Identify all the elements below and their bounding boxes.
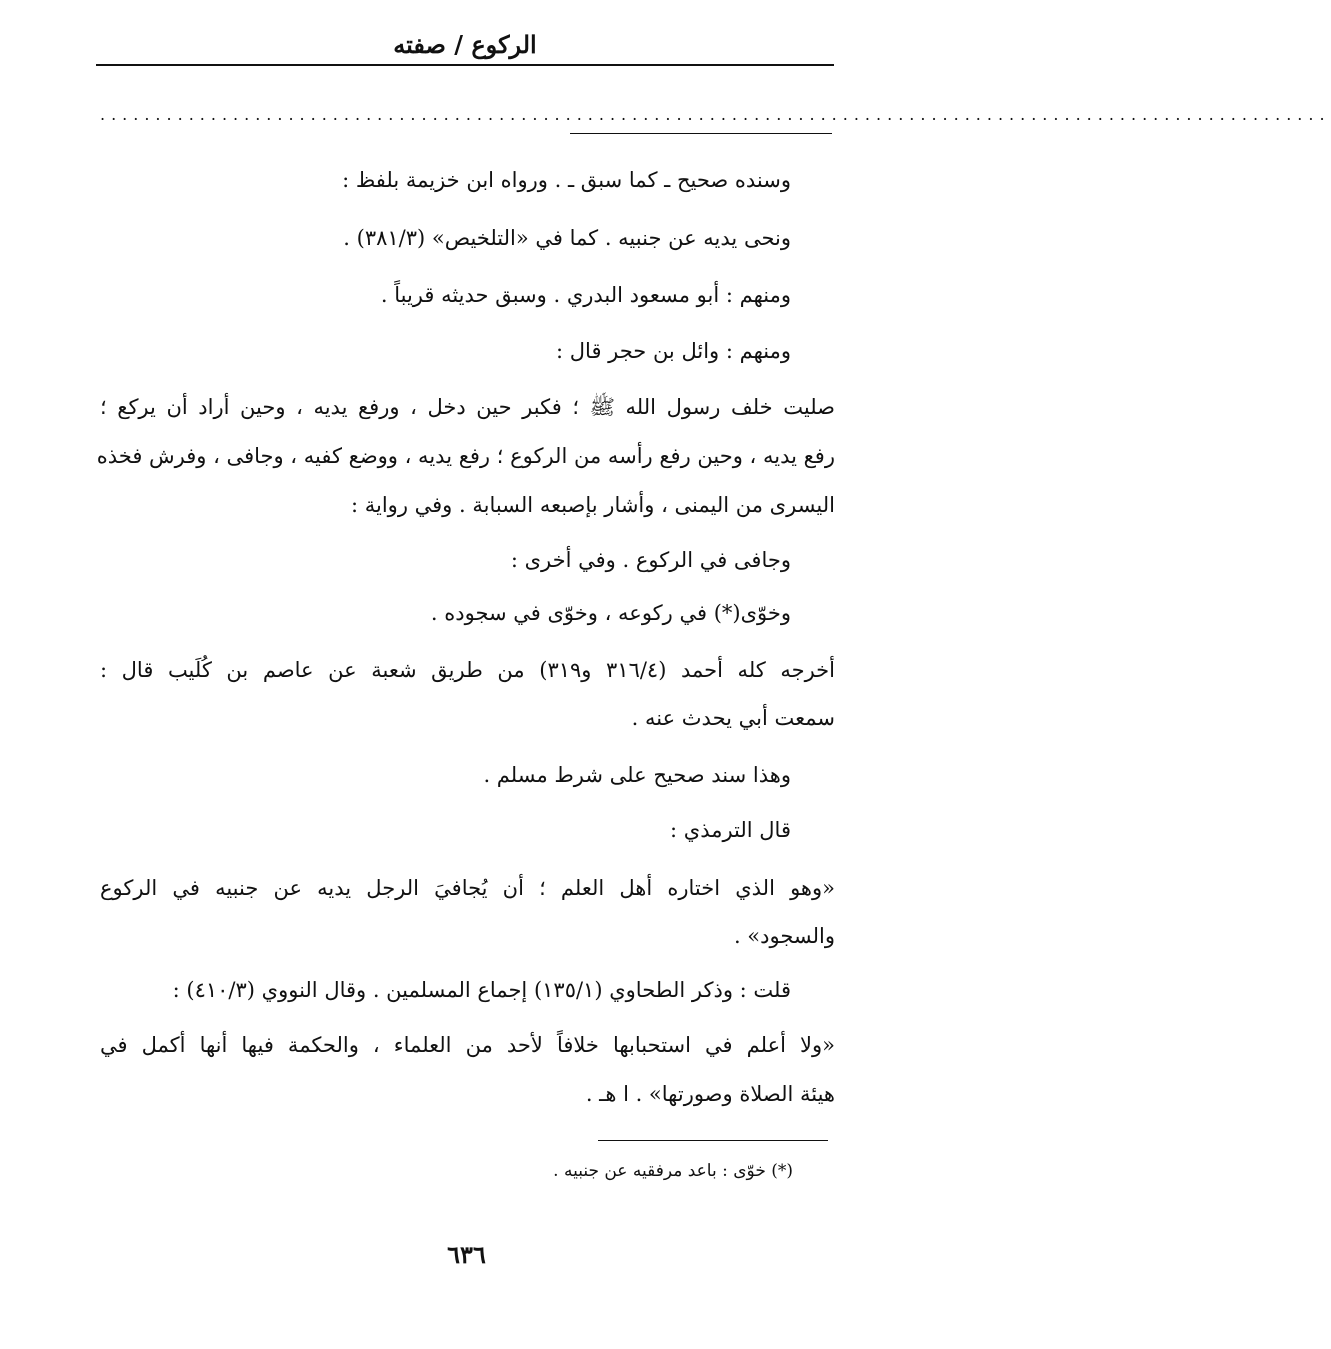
text-line-10: أخرجه كله أحمد (٣١٦/٤ و٣١٩) من طريق شعبة عن عاصم بن كُلَيب قال : — [100, 658, 835, 682]
dotted-separator: ............................................................................................................... — [100, 105, 1331, 124]
text-line-17: «ولا أعلم في استحبابها خلافاً لأحد من العلماء ، والحكمة فيها أنها أكمل في — [100, 1033, 835, 1057]
text-line-3: ومنهم : أبو مسعود البدري . وسبق حديثه قريباً . — [380, 283, 791, 307]
text-line-16: قلت : وذكر الطحاوي (١٣٥/١) إجماع المسلمين . وقال النووي (٤١٠/٣) : — [172, 978, 791, 1002]
text-line-15: والسجود» . — [733, 924, 835, 948]
footnote: (*) خوّى : باعد مرفقيه عن جنبيه . — [553, 1161, 793, 1181]
text-line-13: قال الترمذي : — [670, 818, 791, 842]
text-line-6: رفع يديه ، وحين رفع رأسه من الركوع ؛ رفع يديه ، ووضع كفيه ، وجافى ، وفرش فخذه — [96, 444, 835, 468]
text-line-2: ونحى يديه عن جنبيه . كما في «التلخيص» (٣٨١/٣) . — [343, 226, 791, 250]
text-line-11: سمعت أبي يحدث عنه . — [631, 706, 835, 730]
text-line-18: هيئة الصلاة وصورتها» . ا هـ . — [585, 1082, 835, 1106]
text-line-1: وسنده صحيح ـ كما سبق ـ . ورواه ابن خزيمة بلفظ : — [342, 168, 791, 192]
text-line-14: «وهو الذي اختاره أهل العلم ؛ أن يُجافيَ الرجل يديه عن جنبيه في الركوع — [100, 876, 835, 900]
text-line-7: اليسرى من اليمنى ، وأشار بإصبعه السبابة . وفي رواية : — [350, 493, 835, 517]
header-rule — [96, 64, 834, 66]
text-line-8: وجافى في الركوع . وفي أخرى : — [510, 548, 791, 572]
text-line-5: صليت خلف رسول الله ﷺ ؛ فكبر حين دخل ، ورفع يديه ، وحين أراد أن يركع ؛ — [100, 395, 835, 419]
page-number: ٦٣٦ — [447, 1240, 486, 1269]
text-line-4: ومنهم : وائل بن حجر قال : — [556, 339, 791, 363]
footnote-rule — [598, 1140, 828, 1141]
text-line-9: وخوّى(*) في ركوعه ، وخوّى في سجوده . — [430, 601, 791, 625]
text-line-12: وهذا سند صحيح على شرط مسلم . — [483, 763, 791, 787]
running-header-title: الركوع / صفته — [393, 30, 537, 59]
dotted-separator-rule — [570, 133, 832, 134]
